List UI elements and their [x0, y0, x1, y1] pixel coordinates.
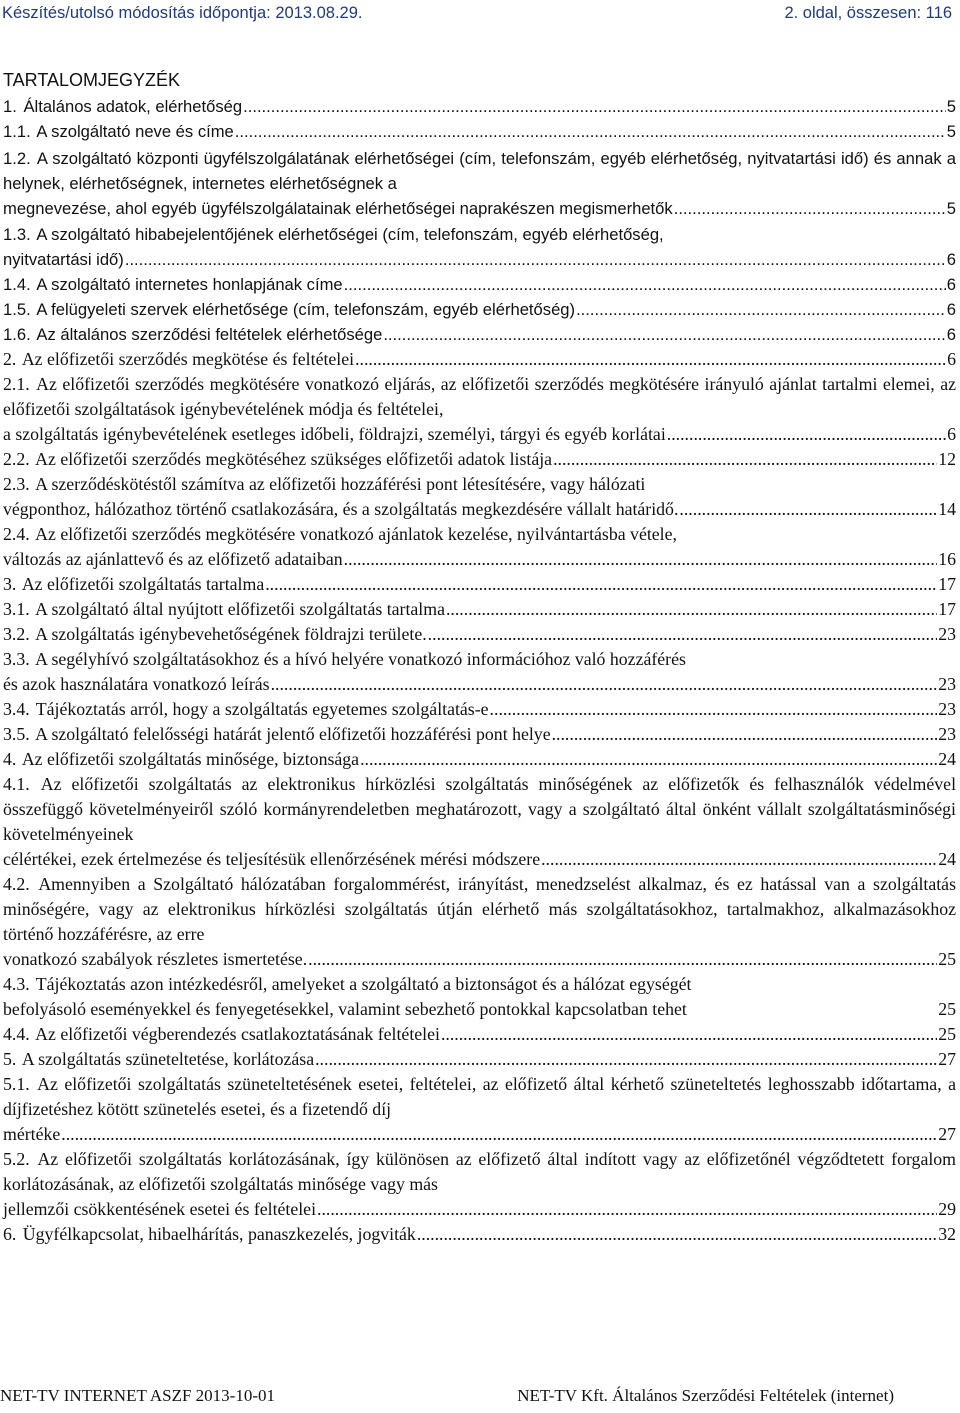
toc-entry-leader-line: [3, 547, 956, 572]
dot-leader: [552, 722, 938, 747]
dot-leader: [417, 1222, 937, 1247]
toc-entry[interactable]: [3, 272, 956, 297]
toc-entry-title-end: megnevezése, ahol egyéb ügyfélszolgálatainak elérhetőségei naprakészen megismerhetők: [3, 199, 673, 218]
toc-entry-text: [3, 1072, 956, 1122]
toc-entry-number: 1.5.: [3, 300, 31, 319]
toc-entry[interactable]: [3, 622, 956, 647]
footer-doc-id: NET-TV INTERNET ASZF 2013-10-01: [0, 1386, 275, 1405]
toc-entry[interactable]: [3, 522, 956, 572]
toc-entry-leader-line: [3, 622, 956, 647]
dot-leader: [344, 547, 938, 572]
toc-entry-leader-line: [3, 847, 956, 872]
dot-leader: [490, 697, 938, 722]
toc-entry[interactable]: [3, 1072, 956, 1147]
toc-entry-text: [3, 647, 956, 672]
dot-leader: [355, 347, 946, 372]
dot-leader: [674, 196, 946, 221]
toc-entry-title: A szolgáltató központi ügyfélszolgálatának elérhetőségei (cím, telefonszám, egyéb elérhetőség, nyitvatartási idő) és annak a helynek, elérhetőségnek, internetes elérhetőségnek a: [3, 149, 956, 193]
toc-entry-text: [3, 372, 956, 422]
toc-entry-leader-line: [3, 572, 956, 597]
toc-entry-leader-line: [3, 747, 956, 772]
toc-entry-number: 3.4.: [3, 699, 30, 719]
toc-entry-leader-line: [3, 497, 956, 522]
toc-entry-page-number: 6: [947, 349, 956, 369]
toc-entry-leader-line: [3, 1047, 956, 1072]
toc-entry-number: 6.: [3, 1224, 17, 1244]
toc-entry-number: 4.: [3, 749, 17, 769]
toc-entry-number: 2.: [3, 349, 17, 369]
toc-entry-number: 5.: [3, 1049, 17, 1069]
toc-entry[interactable]: [3, 647, 956, 697]
toc-entry[interactable]: [3, 1047, 956, 1072]
toc-entry-page-number: 5: [946, 97, 956, 116]
toc-entry-page-number: 32: [938, 1224, 956, 1244]
dot-leader: [344, 272, 946, 297]
dot-leader: [243, 94, 946, 119]
toc-entry-number: 1.2.: [3, 149, 31, 168]
toc-entry-title: Az előfizetői szerződés megkötéséhez szükséges előfizetői adatok listája: [35, 449, 553, 469]
dot-leader: [383, 322, 945, 347]
toc-entry-number: 5.1.: [3, 1074, 30, 1094]
toc-entry-title-end: mértéke: [3, 1124, 61, 1144]
toc-entry-page-number: 23: [938, 699, 956, 719]
page-header: [0, 0, 960, 26]
toc-entry-leader-line: [3, 422, 956, 447]
toc-entry-title-end: változás az ajánlattevő és az előfizető adataiban: [3, 549, 343, 569]
toc-entry-page-number: 12: [938, 449, 956, 469]
toc-entry-title-end: vonatkozó szabályok részletes ismertetése.: [3, 949, 308, 969]
toc-entry-leader-line: [3, 1122, 956, 1147]
toc-entry-number: 2.2.: [3, 449, 30, 469]
toc-entry-title: A szolgáltató felelősségi határát jelentő előfizetői hozzáférési pont helye: [35, 724, 551, 744]
toc-entry-number: 3.: [3, 574, 17, 594]
toc-entry[interactable]: [3, 747, 956, 772]
toc-entry-title: A szolgáltatás szüneteltetése, korlátozása: [21, 1049, 315, 1069]
toc-entry-text: [3, 222, 956, 247]
toc-entry[interactable]: [3, 222, 956, 272]
toc-entry-text: [3, 872, 956, 947]
header-modified-date: Készítés/utolsó módosítás időpontja: 2013.08.29.: [2, 4, 363, 22]
toc-entry-leader-line: [3, 94, 956, 119]
toc-entry-number: 1.1.: [3, 122, 31, 141]
toc-entry-leader-line: [3, 247, 956, 272]
toc-entry-page-number: 6: [946, 250, 956, 269]
toc-entry[interactable]: [3, 472, 956, 522]
dot-leader: [125, 247, 946, 272]
toc-entry-leader-line: [3, 697, 956, 722]
toc-entry[interactable]: [3, 146, 956, 221]
dot-leader: [315, 1047, 937, 1072]
toc-entry-number: 1.4.: [3, 275, 31, 294]
toc-entry[interactable]: [3, 597, 956, 622]
toc-entry-title-end: nyitvatartási idő): [3, 250, 124, 269]
toc-entry-title: Az előfizetői szerződés megkötése és feltételei: [21, 349, 355, 369]
toc-entry[interactable]: [3, 322, 956, 347]
toc-entry-leader-line: [3, 1197, 956, 1222]
toc-entry[interactable]: [3, 119, 956, 144]
toc-entry[interactable]: [3, 1022, 956, 1047]
toc-entry-title: A szolgáltató internetes honlapjának címe: [36, 275, 343, 294]
toc-entry-page-number: 29: [938, 1199, 956, 1219]
toc-entry-title: Általános adatok, elérhetőség: [23, 97, 243, 116]
toc-entry[interactable]: [3, 872, 956, 972]
toc-entry-number: 4.4.: [3, 1024, 30, 1044]
dot-leader: [265, 572, 937, 597]
toc-entry-number: 4.2.: [3, 874, 30, 894]
dot-leader: [441, 1022, 937, 1047]
toc-entry-number: 1.6.: [3, 325, 31, 344]
toc-entry-title: A felügyeleti szervek elérhetősége (cím, telefonszám, egyéb elérhetőség): [36, 300, 576, 319]
toc-entry-page-number: 25: [938, 999, 956, 1019]
dot-leader: [308, 947, 937, 972]
dot-leader: [679, 497, 937, 522]
toc-entry-title-end: célértékei, ezek értelmezése és teljesítésük ellenőrzésének mérési módszere: [3, 849, 541, 869]
toc-entry-leader-line: [3, 1022, 956, 1047]
toc-entry-page-number: 16: [938, 549, 956, 569]
toc-entry-title: Az előfizetői végberendezés csatlakoztatásának feltételei: [35, 1024, 440, 1044]
toc-entry-number: 2.1.: [3, 374, 30, 394]
dot-leader: [553, 447, 937, 472]
toc-entry-leader-line: [3, 1222, 956, 1247]
toc-entry-title: Az általános szerződési feltételek elérhetősége: [36, 325, 383, 344]
toc-entry-text: [3, 972, 956, 997]
toc-entry-number: 3.3.: [3, 649, 30, 669]
toc-entry-title: A segélyhívó szolgáltatásokhoz és a hívó helyére vonatkozó információhoz való hozzáférés: [35, 649, 686, 669]
toc-entry-number: 3.1.: [3, 599, 30, 619]
toc-entry-number: 5.2.: [3, 1149, 30, 1169]
toc-entry-leader-line: [3, 672, 956, 697]
dot-leader: [61, 1122, 937, 1147]
toc-entry-text: [3, 772, 956, 847]
toc-entry-page-number: 23: [938, 724, 956, 744]
toc-entry[interactable]: [3, 772, 956, 872]
toc-entry[interactable]: [3, 1222, 956, 1247]
toc-entry-title: Az előfizetői szolgáltatás tartalma: [21, 574, 265, 594]
dot-leader: [667, 422, 946, 447]
toc-entry-leader-line: [3, 597, 956, 622]
toc-entry-title: A szolgáltatás igénybevehetőségének földrajzi területe.: [35, 624, 427, 644]
toc-entry-title: Az előfizetői szolgáltatás korlátozásának, így különösen az előfizető által indított vagy az előfizetőnél végződtetett forgalom korlátozásának, az előfizetői szolgáltatás minősége vagy más: [3, 1149, 956, 1194]
toc-entry[interactable]: [3, 722, 956, 747]
toc-entry-leader-line: [3, 947, 956, 972]
dot-leader: [317, 1197, 937, 1222]
toc-entry-page-number: 25: [938, 949, 956, 969]
toc-entry[interactable]: [3, 347, 956, 372]
toc-entry-page-number: 23: [938, 674, 956, 694]
toc-entry-number: 3.5.: [3, 724, 30, 744]
toc-entry-title: Amennyiben a Szolgáltató hálózatában forgalommérést, irányítást, menedzselést alkalmaz, és ez hatással van a szolgáltatás minőségére, vagy az elektronikus hírközlési szolgáltatás útján elérhető más szolgáltatásokhoz, tartalmakhoz, alkalmazásokhoz történő hozzáférésre, az erre: [3, 874, 956, 944]
toc-entry-title: A szolgáltató neve és címe: [36, 122, 234, 141]
toc-entry-title-end: végponthoz, hálózathoz történő csatlakozására, és a szolgáltatás megkezdésére vállalt határidő.: [3, 499, 679, 519]
toc-title: TARTALOMJEGYZÉK: [3, 70, 181, 90]
toc-entry-title: Az előfizetői szolgáltatás minősége, biztonsága: [21, 749, 360, 769]
toc-entry[interactable]: [3, 372, 956, 447]
toc-entry-text: [3, 146, 956, 196]
toc-entry[interactable]: [3, 94, 956, 119]
toc-entry-leader-line: [3, 272, 956, 297]
toc-entry-title: Az előfizetői szolgáltatás az elektronikus hírközlési szolgáltatás minőségének az előfizetők és felhasználók védelmével összefüggő követelményeiről szóló kormányrendeletben meghatározott, vagy a szolgáltató által önként vállalt szolgáltatásminőségi követelményeinek: [3, 774, 957, 844]
toc-entry-page-number: 14: [938, 499, 956, 519]
toc-entry-number: 1.3.: [3, 225, 31, 244]
footer-doc-title: NET-TV Kft. Általános Szerződési Feltételek (internet): [517, 1386, 894, 1405]
toc-entry-page-number: 24: [938, 749, 956, 769]
toc-entry-page-number: 23: [938, 624, 956, 644]
toc-entry-page-number: 5: [946, 122, 956, 141]
toc-entry[interactable]: [3, 572, 956, 597]
dot-leader: [428, 622, 938, 647]
toc-entry-title: Tájékoztatás arról, hogy a szolgáltatás egyetemes szolgáltatás-e: [35, 699, 489, 719]
toc-entry-text: [3, 1147, 956, 1197]
toc-entry-title: Ügyfélkapcsolat, hibaelhárítás, panaszkezelés, jogviták: [22, 1224, 416, 1244]
toc-entry-leader-line: [3, 297, 956, 322]
toc-entry-text: [3, 522, 956, 547]
toc-entry-title-end: a szolgáltatás igénybevételének esetleges időbeli, földrajzi, személyi, tárgyi és egyéb korlátai: [3, 424, 666, 444]
header-page-count: 2. oldal, összesen: 116: [784, 4, 952, 22]
dot-leader: [446, 597, 937, 622]
dot-leader: [360, 747, 937, 772]
toc-entry-leader-line: [3, 447, 956, 472]
toc-entry-title-end: és azok használatára vonatkozó leírás: [3, 674, 270, 694]
toc-entry-leader-line: [3, 196, 956, 221]
toc-entry[interactable]: [3, 1147, 956, 1222]
toc-entry-page-number: 6: [946, 275, 956, 294]
toc-entry-page-number: 17: [938, 574, 956, 594]
toc-entry-page-number: 6: [946, 325, 956, 344]
toc-entry-title: A szolgáltató hibabejelentőjének elérhetőségei (cím, telefonszám, egyéb elérhetőség,: [36, 225, 664, 244]
toc-entry[interactable]: [3, 447, 956, 472]
toc-entry-page-number: 27: [938, 1124, 956, 1144]
dot-leader: [541, 847, 937, 872]
toc-entry-number: 2.4.: [3, 524, 30, 544]
toc-entry-number: 3.2.: [3, 624, 30, 644]
toc-entry-leader-line: [3, 322, 956, 347]
toc-entry-title: A szerződéskötéstől számítva az előfizetői hozzáférési pont létesítésére, vagy hálózati: [35, 474, 646, 494]
toc-entry-page-number: 27: [938, 1049, 956, 1069]
toc-entry-title-end: jellemzői csökkentésének esetei és feltételei: [3, 1199, 317, 1219]
dot-leader: [271, 672, 938, 697]
toc-entry-text: [3, 472, 956, 497]
toc-entry-title: Tájékoztatás azon intézkedésről, amelyeket a szolgáltató a biztonságot és a hálózat egységét: [35, 974, 692, 994]
toc-entry-title: A szolgáltató által nyújtott előfizetői szolgáltatás tartalma: [35, 599, 445, 619]
toc-entry-leader-line: [3, 347, 956, 372]
toc-entry-title: Az előfizetői szerződés megkötésére vonatkozó ajánlatok kezelése, nyilvántartásba vétele,: [35, 524, 677, 544]
toc-entry-number: 2.3.: [3, 474, 30, 494]
toc-entry-leader-line: [3, 722, 956, 747]
toc-entry-title-end: befolyásoló eseményekkel és fenyegetésekkel, valamint sebezhető pontokkal kapcsolatban tehet: [3, 999, 687, 1019]
toc-entry-title: Az előfizetői szolgáltatás szüneteltetésének esetei, feltételei, az előfizető által kérhető szüneteltetés leghosszabb időtartama, a díjfizetéshez kötött szünetelés esetei, és a fizetendő díj: [3, 1074, 956, 1119]
toc-entry[interactable]: [3, 297, 956, 322]
toc-entry-title: Az előfizetői szerződés megkötésére vonatkozó eljárás, az előfizetői szerződés megkötésére irányuló ajánlat tartalmi elemei, az előfizetői szolgáltatások igénybevételének módja és feltételei,: [3, 374, 956, 419]
toc-entry-page-number: 5: [946, 199, 956, 218]
dot-leader: [235, 119, 946, 144]
toc-entry-number: 1.: [3, 97, 17, 116]
toc-entry-page-number: 17: [938, 599, 956, 619]
toc-entry-page-number: 6: [946, 300, 956, 319]
toc-entry-number: 4.3.: [3, 974, 30, 994]
toc-entry[interactable]: [3, 697, 956, 722]
toc-entry-leader-line: [3, 119, 956, 144]
toc-entry-page-number: 25: [938, 1024, 956, 1044]
toc-entry[interactable]: [3, 972, 956, 1022]
toc-entry-number: 4.1.: [3, 774, 30, 794]
toc-entry-page-number: 6: [947, 424, 956, 444]
dot-leader: [576, 297, 946, 322]
toc-entry-leader-line: [3, 997, 956, 1022]
toc-entry-page-number: 24: [938, 849, 956, 869]
